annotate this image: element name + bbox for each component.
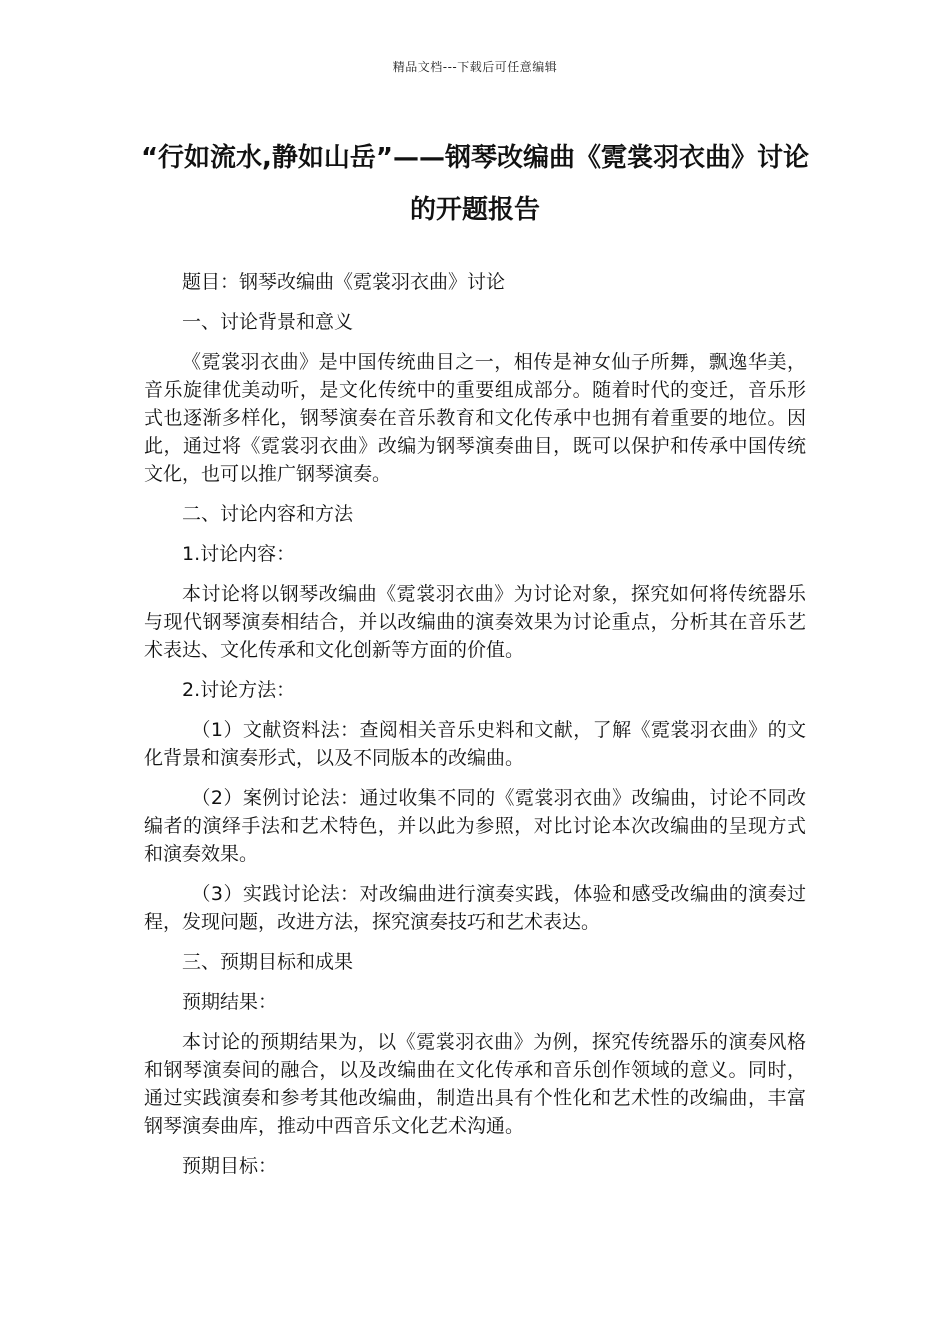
content-heading: 1.讨论内容： <box>182 543 296 565</box>
section-2-heading: 二、讨论内容和方法 <box>182 503 354 525</box>
method-item-1: （1）文献资料法：查阅相关音乐史料和文献，了解《霓裳羽衣曲》的文化背景和演奏形式，以及不同版本的改编曲。 <box>144 719 806 769</box>
document-title: “行如流水,静如山岳”——钢琴改编曲《霓裳羽衣曲》讨论的开题报告 <box>140 143 810 225</box>
section-1-heading: 一、讨论背景和意义 <box>182 311 354 333</box>
method-heading: 2.讨论方法： <box>182 679 296 701</box>
section-3-heading: 三、预期目标和成果 <box>182 951 354 973</box>
results-body: 本讨论的预期结果为，以《霓裳羽衣曲》为例，探究传统器乐的演奏风格和钢琴演奏间的融合，以及改编曲在文化传承和音乐创作领域的意义。同时，通过实践演奏和参考其他改编曲，制造出具有个性化和艺术性的改编曲，丰富钢琴演奏曲库，推动中西音乐文化艺术沟通。 <box>144 1031 806 1137</box>
topic-line: 题目：钢琴改编曲《霓裳羽衣曲》讨论 <box>182 271 506 293</box>
results-heading: 预期结果： <box>182 991 278 1013</box>
section-1-body: 《霓裳羽衣曲》是中国传统曲目之一，相传是神女仙子所舞，飘逸华美，音乐旋律优美动听，是文化传统中的重要组成部分。随着时代的变迁，音乐形式也逐渐多样化，钢琴演奏在音乐教育和文化传承中也拥有着重要的地位。因此，通过将《霓裳羽衣曲》改编为钢琴演奏曲目，既可以保护和传承中国传统文化，也可以推广钢琴演奏。 <box>144 351 806 485</box>
document-body <box>144 268 806 1192</box>
header-note: 精品文档---下载后可任意编辑 <box>392 60 558 74</box>
goals-heading: 预期目标： <box>182 1155 278 1177</box>
method-item-3: （3）实践讨论法：对改编曲进行演奏实践，体验和感受改编曲的演奏过程，发现问题，改进方法，探究演奏技巧和艺术表达。 <box>144 883 806 933</box>
content-body: 本讨论将以钢琴改编曲《霓裳羽衣曲》为讨论对象，探究如何将传统器乐与现代钢琴演奏相结合，并以改编曲的演奏效果为讨论重点，分析其在音乐艺术表达、文化传承和文化创新等方面的价值。 <box>144 583 806 661</box>
method-item-2: （2）案例讨论法：通过收集不同的《霓裳羽衣曲》改编曲，讨论不同改编者的演绎手法和艺术特色，并以此为参照，对比讨论本次改编曲的呈现方式和演奏效果。 <box>144 787 806 865</box>
